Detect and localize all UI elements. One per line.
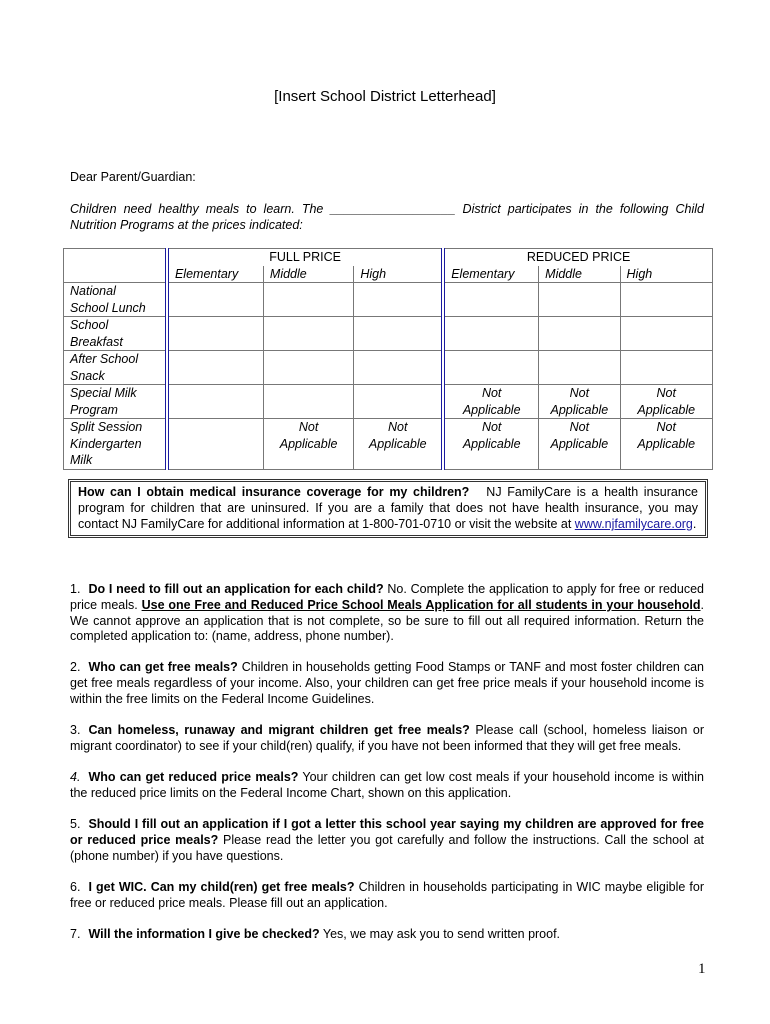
faq-answer: Please call (school, homeless liaison or migrant coordinator) to see if your child(ren) qualify, if you have not been informed that they will get free meals. [70, 723, 704, 753]
not-applicable-cell: Not Applicable [620, 385, 712, 419]
faq-question: Do I need to fill out an application for each child? [88, 582, 384, 596]
page-number: 1 [698, 961, 706, 977]
faq-item: 7. Will the information I give be checked? Yes, we may ask you to send written proof. [70, 927, 561, 941]
row-label: Special Milk Program [64, 385, 167, 419]
price-cell [263, 385, 353, 419]
not-applicable-cell: Not Applicable [539, 385, 620, 419]
faq-question: Will the information I give be checked? [88, 927, 320, 941]
not-applicable-cell: Not Applicable [443, 385, 538, 419]
row-label: Split Session Kindergarten Milk [64, 419, 167, 470]
price-cell [539, 283, 620, 317]
faq-emphasis: Use one Free and Reduced Price School Meals Application for all students in your household [141, 597, 701, 612]
row-label: School Breakfast [64, 317, 167, 351]
letterhead-placeholder: [Insert School District Letterhead] [274, 88, 496, 105]
price-cell [167, 317, 263, 351]
col-full-elementary: Elementary [167, 266, 263, 283]
price-cell [167, 385, 263, 419]
price-cell [539, 351, 620, 385]
faq-item: 6. I get WIC. Can my child(ren) get free meals? Children in households participating in WIC maybe eligible for free or reduced price meals. Please fill out an application. [70, 880, 704, 910]
table-row [64, 385, 713, 419]
insurance-info-box: How can I obtain medical insurance coverage for my children? NJ FamilyCare is a health insurance program for children that are uninsured. If you are a family that does not have health insurance, you may contact NJ FamilyCare for additional information at 1-800-701-0710 or visit the website at www.njfamilycare.org. [68, 479, 708, 538]
faq-question: I get WIC. Can my child(ren) get free meals? [88, 880, 355, 894]
intro-paragraph: Children need healthy meals to learn. The __________________ District participates in the following Child Nutrition Programs at the prices indicated: [70, 202, 704, 232]
row-label: After School Snack [64, 351, 167, 385]
table-corner-cell [64, 249, 167, 283]
price-cell [263, 351, 353, 385]
faq-item: 4. Who can get reduced price meals? Your children can get low cost meals if your household income is within the reduced price limits on the Federal Income Chart, shown on this application. [70, 770, 704, 800]
price-table [63, 248, 713, 470]
table-row [64, 419, 713, 470]
price-cell [263, 317, 353, 351]
price-cell [620, 351, 712, 385]
faq-question: Can homeless, runaway and migrant children get free meals? [88, 723, 470, 737]
price-cell [539, 317, 620, 351]
col-reduced-high: High [620, 266, 712, 283]
faq-answer: Children in households participating in WIC maybe eligible for free or reduced price meals. Please fill out an application. [70, 880, 704, 910]
price-cell [167, 419, 263, 470]
faq-answer: Your children can get low cost meals if your household income is within the reduced price limits on the Federal Income Chart, shown on this application. [70, 770, 704, 800]
table-row [64, 351, 713, 385]
faq-answer: Children in households getting Food Stamps or TANF and most foster children can get free meals regardless of your income. Also, your children can get free price meals if your household income is within the free limits on the Federal Income Guidelines. [70, 660, 704, 706]
table-header-row [64, 249, 713, 266]
faq-question: Should I fill out an application if I got a letter this school year saying my children are approved for free or reduced price meals? [70, 817, 704, 847]
col-full-high: High [354, 266, 443, 283]
table-row [64, 283, 713, 317]
price-cell [443, 317, 538, 351]
price-cell [354, 317, 443, 351]
faq-answer: Yes, we may ask you to send written proof. [322, 927, 561, 941]
price-cell [263, 283, 353, 317]
price-cell [443, 283, 538, 317]
faq-question: Who can get reduced price meals? [88, 770, 299, 784]
price-cell [167, 351, 263, 385]
price-cell [620, 283, 712, 317]
insurance-question: How can I obtain medical insurance coverage for my children? [78, 485, 470, 499]
faq-item: 2. Who can get free meals? Children in households getting Food Stamps or TANF and most foster children can get free meals regardless of your income. Also, your children can get free price meals if your household income is within the free limits on the Federal Income Guidelines. [70, 660, 704, 706]
njfamilycare-link[interactable]: www.njfamilycare.org [574, 517, 693, 531]
full-price-header: FULL PRICE [167, 249, 443, 266]
price-cell [167, 283, 263, 317]
col-full-middle: Middle [263, 266, 353, 283]
row-label: National School Lunch [64, 283, 167, 317]
salutation: Dear Parent/Guardian: [70, 170, 196, 184]
reduced-price-header: REDUCED PRICE [443, 249, 712, 266]
insurance-text: NJ FamilyCare is a health insurance program for children that are uninsured. If you are a family that does not have health insurance, you may contact NJ FamilyCare for additional information at 1-800-701-0710 or visit the website at [78, 485, 699, 531]
not-applicable-cell: Not Applicable [263, 419, 353, 470]
not-applicable-cell: Not Applicable [443, 419, 538, 470]
faq-answer: Please read the letter you got carefully and follow the instructions. Call the school at (phone number) if you have questions. [70, 832, 704, 863]
not-applicable-cell: Not Applicable [354, 419, 443, 470]
price-cell [354, 351, 443, 385]
price-cell [443, 351, 538, 385]
col-reduced-middle: Middle [539, 266, 620, 283]
not-applicable-cell: Not Applicable [539, 419, 620, 470]
faq-answer: No. Complete the application to apply for free or reduced price meals. [70, 582, 704, 612]
not-applicable-cell: Not Applicable [620, 419, 712, 470]
faq-item: 1. Do I need to fill out an application for each child? No. Complete the application to apply for free or reduced price meals. Use one Free and Reduced Price School Meals Application for all students in your household. We cannot approve an application that is not complete, so be sure to fill out all required information. Return the completed application to: (name, address, phone number). [70, 582, 704, 644]
table-row [64, 317, 713, 351]
price-cell [620, 317, 712, 351]
price-cell [354, 283, 443, 317]
faq-item: 3. Can homeless, runaway and migrant children get free meals? Please call (school, homeless liaison or migrant coordinator) to see if your child(ren) qualify, if you have not been informed that they will get free meals. [70, 723, 704, 753]
faq-item: 5. Should I fill out an application if I got a letter this school year saying my children are approved for free or reduced price meals? Please read the letter you got carefully and follow the instructions. Call the school at (phone number) if you have questions. [70, 817, 704, 863]
price-cell [354, 385, 443, 419]
col-reduced-elementary: Elementary [443, 266, 538, 283]
faq-question: Who can get free meals? [88, 660, 238, 674]
